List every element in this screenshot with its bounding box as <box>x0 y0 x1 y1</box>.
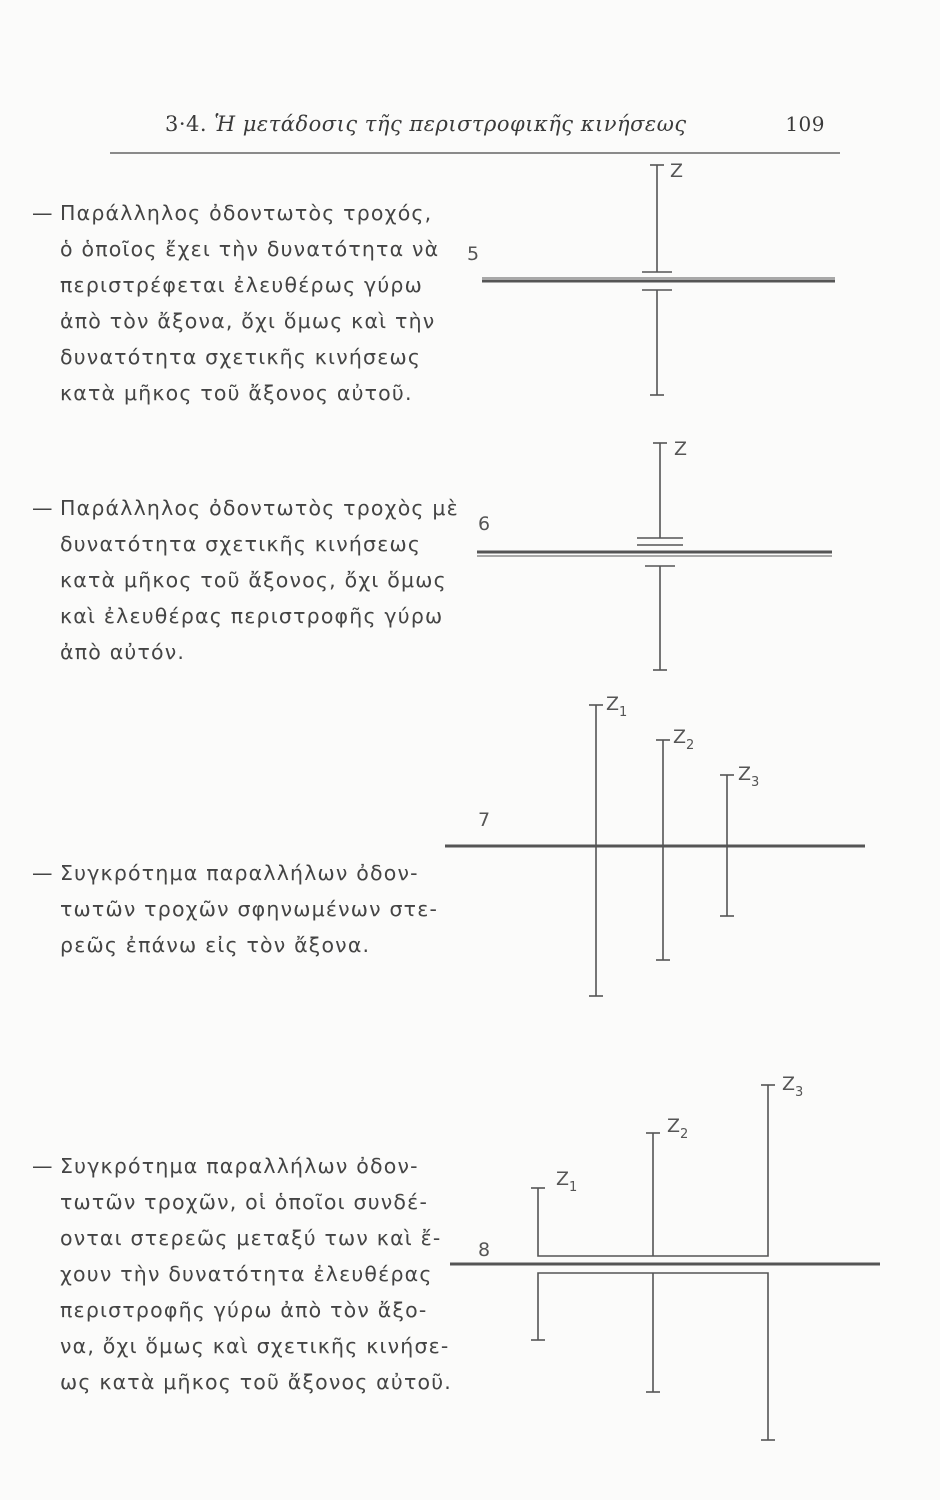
label-z3-letter: Z <box>782 1073 796 1095</box>
caption-dash: — <box>32 1154 54 1178</box>
figure-5-diagram <box>482 165 835 395</box>
caption-line: περιστρέφεται ἐλευθέρως γύρω <box>60 273 423 297</box>
figure-8-diagram <box>450 1085 880 1440</box>
caption-line: Συγκρότημα παραλλήλων ὀδον- <box>60 861 419 885</box>
caption-line: περιστροφῆς γύρω ἀπὸ τὸν ἄξο- <box>60 1298 428 1322</box>
caption-line: κατὰ μῆκος τοῦ ἄξονος αὐτοῦ. <box>60 381 413 405</box>
caption-line: ὁ ὁποῖος ἔχει τὴν δυνατότητα νὰ <box>60 237 440 261</box>
caption-line: δυνατότητα σχετικῆς κινήσεως <box>60 345 422 369</box>
section-title: Ἡ μετάδοσις τῆς περιστροφικῆς κινήσεως <box>214 112 687 136</box>
caption-dash: — <box>32 861 54 885</box>
caption-line: τωτῶν τροχῶν σφηνωμένων στε- <box>60 897 439 921</box>
label-z3-subscript: 3 <box>751 775 760 790</box>
caption-line: Παράλληλος ὀδοντωτὸς τροχὸς μὲ <box>60 496 459 520</box>
label-z2-letter: Z <box>673 726 687 748</box>
label-z1 <box>556 1168 577 1195</box>
caption-line: καὶ ἐλευθέρας περιστροφῆς γύρω <box>60 604 444 628</box>
caption-line: Παράλληλος ὀδοντωτὸς τροχός, <box>60 201 433 225</box>
label-z3 <box>738 763 759 790</box>
section-number: 3·4. <box>165 112 208 136</box>
label-z1-subscript: 1 <box>619 705 628 720</box>
label-z2-subscript: 2 <box>686 738 695 753</box>
label-z1-letter: Z <box>556 1168 570 1190</box>
page-number: 109 <box>785 112 825 136</box>
figure-7-number: 7 <box>478 809 491 831</box>
caption-line: χουν τὴν δυνατότητα ἐλευθέρας <box>60 1262 433 1286</box>
label-z2-letter: Z <box>667 1115 681 1137</box>
label-z: Z <box>674 438 688 460</box>
label-z2 <box>667 1115 688 1142</box>
caption-line: Συγκρότημα παραλλήλων ὀδον- <box>60 1154 419 1178</box>
label-z1-subscript: 1 <box>569 1180 578 1195</box>
label-z3-letter: Z <box>738 763 752 785</box>
label-z3-subscript: 3 <box>795 1085 804 1100</box>
caption-line: δυνατότητα σχετικῆς κινήσεως <box>60 532 422 556</box>
caption-dash: — <box>32 201 54 225</box>
figure-7-diagram <box>445 705 865 996</box>
caption-line: ἀπὸ αὐτόν. <box>60 640 186 664</box>
caption-line: ως κατὰ μῆκος τοῦ ἄξονος αὐτοῦ. <box>60 1370 453 1394</box>
label-z3 <box>782 1073 803 1100</box>
caption-dash: — <box>32 496 54 520</box>
caption-line: κατὰ μῆκος τοῦ ἄξονος, ὄχι ὅμως <box>60 568 447 592</box>
caption-line: ρεῶς ἐπάνω εἰς τὸν ἄξονα. <box>60 933 371 957</box>
label-z2 <box>673 726 694 753</box>
figure-6-diagram <box>477 443 832 670</box>
label-z1-letter: Z <box>606 693 620 715</box>
caption-line: ἀπὸ τὸν ἄξονα, ὄχι ὅμως καὶ τὴν <box>60 309 436 333</box>
caption-line: ονται στερεῶς μεταξύ των καὶ ἔ- <box>60 1226 442 1250</box>
label-z: Z <box>670 160 684 182</box>
label-z2-subscript: 2 <box>680 1127 689 1142</box>
caption-line: να, ὄχι ὅμως καὶ σχετικῆς κινήσε- <box>60 1334 450 1358</box>
label-z1 <box>606 693 627 720</box>
figure-8-number: 8 <box>478 1239 491 1261</box>
figure-5-number: 5 <box>467 243 480 265</box>
figure-6-number: 6 <box>478 513 491 535</box>
caption-line: τωτῶν τροχῶν, οἱ ὁποῖοι συνδέ- <box>60 1190 429 1214</box>
